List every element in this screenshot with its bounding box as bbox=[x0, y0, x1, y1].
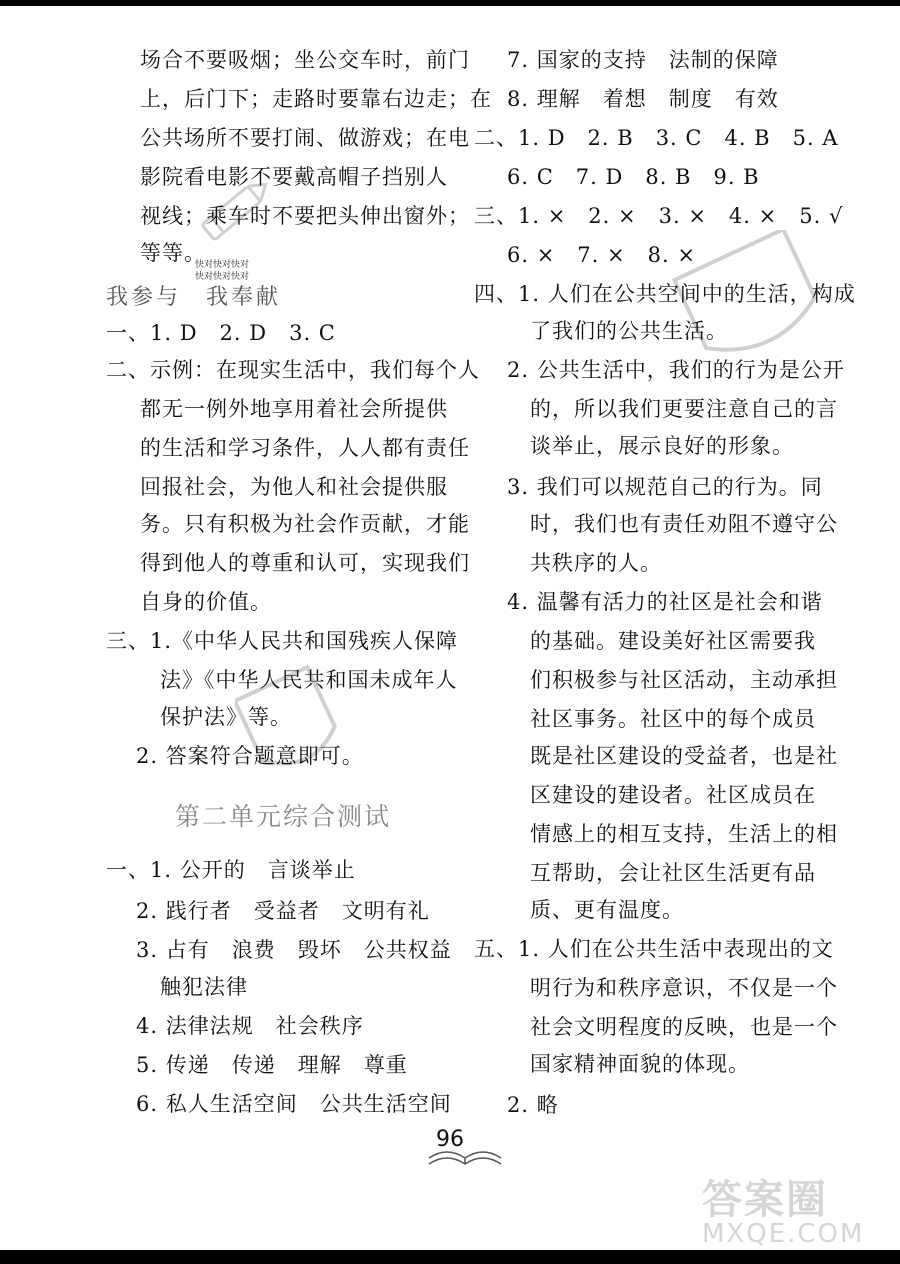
corner-watermark bbox=[702, 1168, 892, 1250]
answer-line: 保护法》等。 bbox=[160, 705, 292, 729]
right-line: 3. 我们可以规范自己的行为。同 bbox=[507, 475, 823, 499]
left-line-3: 公共场所不要打闹、做游戏；在电 bbox=[140, 126, 470, 150]
test-line: 3. 占有 浪费 毁坏 公共权益 bbox=[136, 938, 452, 962]
corner-watermark-main: 答案圈 bbox=[702, 1177, 828, 1223]
right-line: 明行为和秩序意识，不仅是一个 bbox=[530, 976, 838, 1000]
right-line: 五、1. 人们在公共生活中表现出的文 bbox=[474, 937, 834, 961]
top-border bbox=[0, 0, 900, 6]
right-line: 互帮助，会让社区生活更有品 bbox=[530, 861, 816, 885]
left-line-1: 场合不要吸烟；坐公交车时，前门 bbox=[140, 48, 470, 72]
page-number: 96 bbox=[436, 1127, 464, 1152]
bottom-border bbox=[0, 1250, 900, 1264]
subheading: 我参与 我奉献 bbox=[106, 285, 282, 310]
right-line: 们积极参与社区活动，主动承担 bbox=[530, 668, 838, 692]
section-title: 第二单元综合测试 bbox=[175, 802, 392, 831]
left-line-5: 视线；乘车时不要把头伸出窗外； bbox=[140, 204, 470, 228]
answer-line: 2. 答案符合题意即可。 bbox=[136, 744, 364, 768]
answer-line: 回报社会，为他人和社会提供服 bbox=[140, 475, 448, 499]
right-line: 社会文明程度的反映，也是一个 bbox=[530, 1015, 838, 1039]
shield-watermark-icon bbox=[650, 230, 850, 370]
answer-line: 一、1. D 2. D 3. C bbox=[106, 321, 336, 345]
right-line: 8. 理解 着想 制度 有效 bbox=[507, 87, 779, 111]
test-line: 6. 私人生活空间 公共生活空间 bbox=[136, 1092, 452, 1116]
right-line: 2. 公共生活中，我们的行为是公开 bbox=[507, 358, 845, 382]
stamp-text: 快对快对快对 bbox=[195, 260, 250, 270]
right-line: 的，所以我们更要注意自己的言 bbox=[530, 397, 838, 421]
answer-line: 自身的价值。 bbox=[140, 590, 272, 614]
right-line: 7. 国家的支持 法制的保障 bbox=[507, 48, 779, 72]
right-line: 4. 温馨有活力的社区是社会和谐 bbox=[507, 590, 823, 614]
test-line: 触犯法律 bbox=[160, 975, 248, 999]
right-line: 四、1. 人们在公共空间中的生活，构成 bbox=[474, 282, 856, 306]
right-line: 了我们的公共生活。 bbox=[530, 319, 728, 343]
right-line: 质、更有温度。 bbox=[530, 898, 684, 922]
right-line: 既是社区建设的受益者，也是社 bbox=[530, 744, 838, 768]
test-line: 4. 法律法规 社会秩序 bbox=[136, 1014, 364, 1038]
test-line: 一、1. 公开的 言谈举止 bbox=[106, 858, 356, 882]
right-line: 时，我们也有责任劝阻不遵守公 bbox=[530, 512, 838, 536]
answer-line: 的生活和学习条件，人人都有责任 bbox=[140, 436, 470, 460]
shield-watermark-icon bbox=[235, 665, 345, 785]
right-line: 三、1. × 2. × 3. × 4. × 5. √ bbox=[474, 204, 844, 228]
test-line: 5. 传递 传递 理解 尊重 bbox=[136, 1053, 408, 1077]
corner-watermark-url: MXQE.COM bbox=[702, 1219, 865, 1249]
right-line: 谈举止，展示良好的形象。 bbox=[530, 434, 794, 458]
answer-line: 二、示例：在现实生活中，我们每个人 bbox=[106, 358, 480, 382]
left-line-2: 上，后门下；走路时要靠右边走；在 bbox=[140, 87, 492, 111]
right-line: 国家精神面貌的体现。 bbox=[530, 1052, 750, 1076]
test-line: 2. 践行者 受益者 文明有礼 bbox=[136, 899, 430, 923]
stamp-text-2: 快对快对快对 bbox=[195, 272, 250, 282]
right-line: 二、1. D 2. B 3. C 4. B 5. A bbox=[474, 126, 839, 150]
left-line-6: 等等。 bbox=[140, 241, 206, 265]
answer-line: 务。只有积极为社会作贡献，才能 bbox=[140, 512, 470, 536]
pencil-watermark-icon bbox=[190, 165, 280, 255]
right-line: 情感上的相互支持，生活上的相 bbox=[530, 822, 838, 846]
right-line: 的基础。建设美好社区需要我 bbox=[530, 629, 816, 653]
answer-line: 都无一例外地享用着社会所提供 bbox=[140, 397, 448, 421]
right-line: 区建设的建设者。社区成员在 bbox=[530, 783, 816, 807]
right-line: 6. × 7. × 8. × bbox=[507, 243, 696, 267]
right-line: 6. C 7. D 8. B 9. B bbox=[507, 165, 760, 189]
answer-line: 法》《中华人民共和国未成年人 bbox=[160, 668, 458, 692]
right-line: 共秩序的人。 bbox=[530, 551, 662, 575]
right-line: 社区事务。社区中的每个成员 bbox=[530, 707, 816, 731]
answer-line: 得到他人的尊重和认可，实现我们 bbox=[140, 551, 470, 575]
left-line-4: 影院看电影不要戴高帽子挡别人 bbox=[140, 165, 448, 189]
right-line: 2. 略 bbox=[507, 1093, 559, 1117]
answer-line: 三、1.《中华人民共和国残疾人保障 bbox=[106, 629, 459, 653]
